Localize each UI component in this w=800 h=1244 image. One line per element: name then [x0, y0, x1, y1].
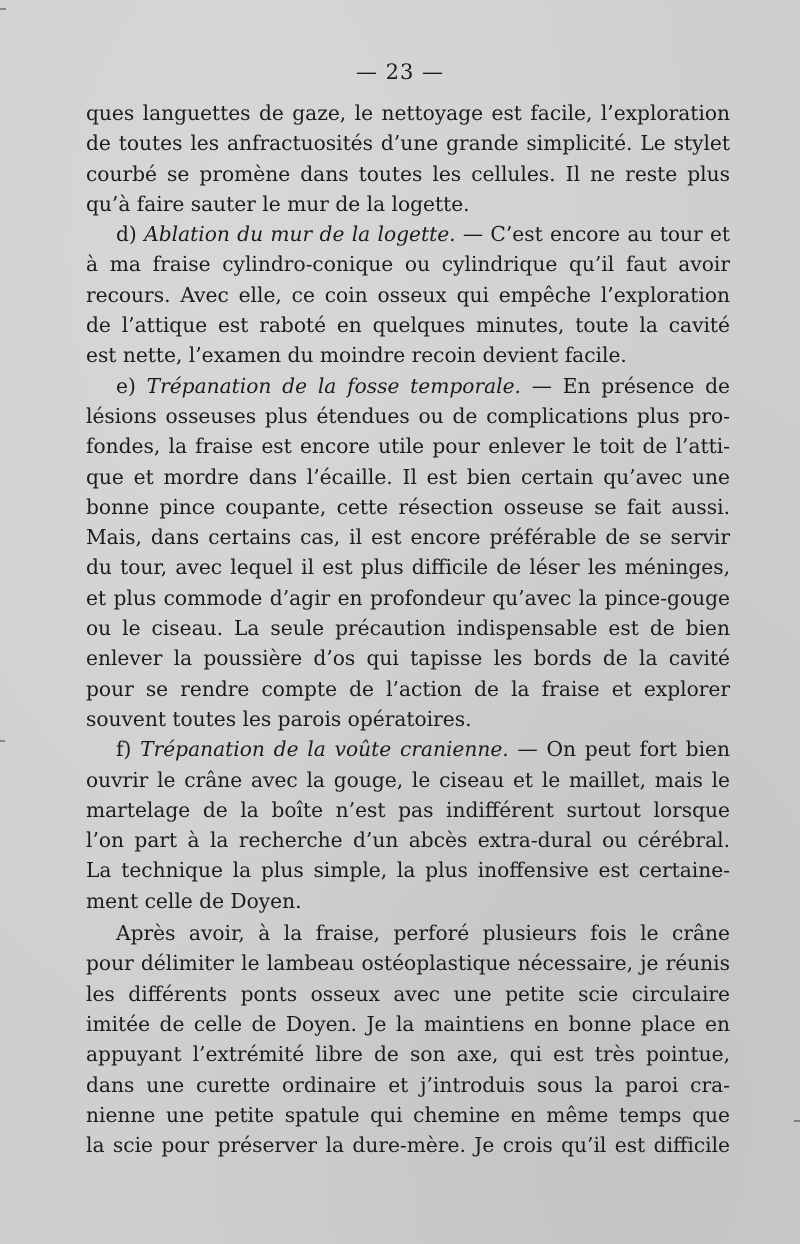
text-line: martelage de la boîte n’est pas indifférent surtout lorsque [86, 797, 730, 822]
text-line: fondes, la fraise est encore utile pour enlever le toit de l’atti- [86, 434, 730, 459]
text-line: du tour, avec lequel il est plus difficile de léser les méninges, [86, 555, 730, 580]
text-line: ques languettes de gaze, le nettoyage est facile, l’exploration [86, 101, 730, 125]
text-line: lésions osseuses plus étendues ou de complications plus pro- [86, 403, 730, 428]
section-title: Trépanation de la voûte cranienne. [140, 737, 509, 762]
text-line: que et mordre dans l’écaille. Il est bien certain qu’avec une [86, 464, 730, 489]
text-line: nienne une petite spatule qui chemine en même temps que [86, 1102, 730, 1127]
text-line: l’on part à la recherche d’un abcès extra-dural ou cérébral. [86, 828, 730, 853]
text-line: à ma fraise cylindro-conique ou cylindrique qu’il faut avoir [86, 252, 730, 277]
text-line: ou le ciseau. La seule précaution indispensable est de bien [86, 616, 730, 641]
text-line: recours. Avec elle, ce coin osseux qui empêche l’exploration [86, 282, 730, 307]
section-heading-line [86, 219, 730, 249]
text-line: pour se rendre compte de l’action de la fraise et explorer [86, 676, 730, 701]
text-line: appuyant l’extrémité libre de son axe, qui est très pointue, [86, 1042, 730, 1067]
text-line: les différents ponts osseux avec une petite scie circulaire [86, 981, 730, 1006]
text-fragment: — C’est encore au tour et [455, 222, 731, 247]
text-line: est nette, l’examen du moindre recoin devient facile. [86, 343, 627, 368]
text-line: et plus commode d’agir en profondeur qu’avec la pince-gouge [86, 585, 730, 610]
section-heading-line [86, 371, 730, 401]
text-line: souvent toutes les parois opératoires. [86, 706, 472, 731]
section-label: d) [116, 222, 145, 247]
text-line: bonne pince coupante, cette résection osseuse se fait aussi. [86, 494, 730, 519]
text-line: qu’à faire sauter le mur de la logette. [86, 191, 470, 216]
text-fragment: — On peut fort bien [508, 737, 731, 762]
page-number: — 23 — [355, 60, 445, 84]
text-line: ouvrir le crâne avec la gouge, le ciseau et le maillet, mais le [86, 767, 730, 792]
text-line: enlever la poussière d’os qui tapisse les bords de la cavité [86, 646, 730, 671]
section-label: f) [116, 737, 141, 762]
scan-edge-mark [0, 8, 6, 10]
body-text [86, 98, 730, 1160]
text-line: courbé se promène dans toutes les cellules. Il ne reste plus [86, 161, 730, 186]
section-title: Ablation du mur de la logette. [144, 222, 456, 247]
text-line: la scie pour préserver la dure-mère. Je crois qu’il est difficile [86, 1133, 730, 1158]
text-line: pour délimiter le lambeau ostéoplastique nécessaire, je réunis [86, 951, 730, 976]
text-line: de l’attique est raboté en quelques minutes, toute la cavité [86, 313, 730, 338]
text-line: ment celle de Doyen. [86, 888, 302, 913]
section-heading-line [86, 734, 730, 764]
text-line: Mais, dans certains cas, il est encore préférable de se servir [86, 525, 730, 550]
scan-edge-mark [794, 1120, 800, 1122]
scan-edge-mark [0, 740, 5, 742]
text-line: Après avoir, à la fraise, perforé plusieurs fois le crâne [116, 921, 730, 946]
text-line: imitée de celle de Doyen. Je la maintiens en bonne place en [86, 1011, 730, 1036]
section-title: Trépanation de la fosse temporale. [146, 373, 521, 398]
text-line: de toutes les anfractuosités d’une grande simplicité. Le stylet [86, 131, 730, 156]
text-line: dans une curette ordinaire et j’introduis sous la paroi cra- [86, 1072, 730, 1097]
text-fragment: — En présence de [520, 373, 731, 398]
section-label: e) [116, 373, 147, 398]
text-line: La technique la plus simple, la plus inoffensive est certaine- [86, 858, 730, 883]
